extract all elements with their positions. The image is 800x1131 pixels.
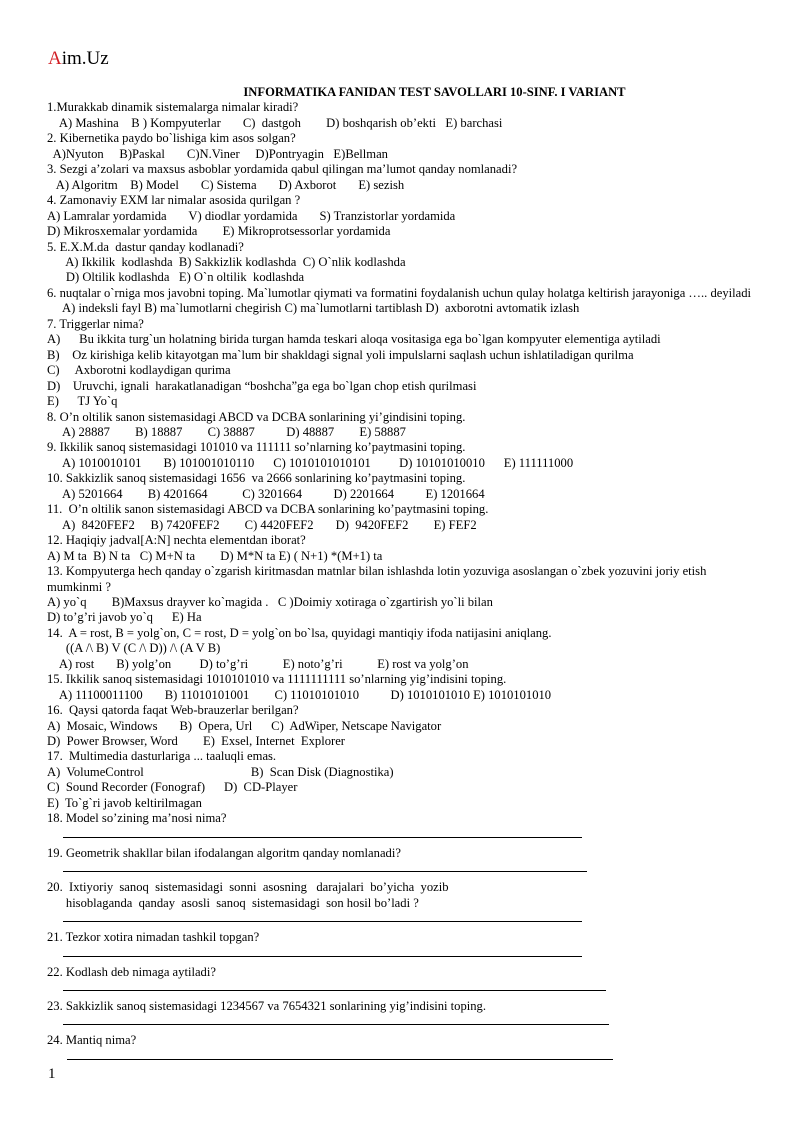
text-line: 22. Kodlash deb nimaga aytiladi? bbox=[47, 964, 216, 979]
text-line: 2. Kibernetika paydo bo`lishiga kim asos solgan? bbox=[47, 131, 296, 146]
text-line: A) yo`q B)Maxsus drayver ko`magida . C )Doimiy xotiraga o`zgartirish yo`li bilan bbox=[47, 594, 493, 609]
text-line: 17. Multimedia dasturlariga ... taaluqli emas. bbox=[47, 749, 277, 764]
text-line: E) To`g`ri javob keltirilmagan bbox=[47, 795, 202, 810]
text-line: A) indeksli fayl B) ma`lumotlarni chegirish C) ma`lumotlarni tartiblash D) axborotni avtomatik izlash bbox=[47, 301, 580, 316]
text-line: A) VolumeControl B) Scan Disk (Diagnostika) bbox=[47, 764, 394, 779]
text-line: 5. E.X.M.da dastur qanday kodlanadi? bbox=[47, 239, 244, 254]
text-line: A) Bu ikkita turg`un holatning birida turgan hamda teskari aloqa vositasiga ega bo`lgan kompyuter elementiga aytiladi bbox=[47, 332, 661, 347]
text-line: A) 11100011100 B) 11010101001 C) 11010101010 D) 1010101010 E) 1010101010 bbox=[47, 687, 552, 702]
answer-line bbox=[63, 861, 587, 872]
logo-rest: im.Uz bbox=[61, 48, 109, 69]
text-line: A) Algoritm B) Model C) Sistema D) Axborot E) sezish bbox=[47, 177, 405, 192]
text-line: 21. Tezkor xotira nimadan tashkil topgan? bbox=[47, 930, 260, 945]
text-line: hisoblaganda qanday asosli sanoq sistemasidagi son hosil bo’ladi ? bbox=[47, 895, 419, 910]
text-line: A) Mosaic, Windows B) Opera, Url C) AdWiper, Netscape Navigator bbox=[47, 718, 442, 733]
text-line: D) Power Browser, Word E) Exsel, Internet Explorer bbox=[47, 734, 345, 749]
text-line: 4. Zamonaviy EXM lar nimalar asosida qurilgan ? bbox=[47, 193, 301, 208]
text-line: 15. Ikkilik sanoq sistemasidagi 1010101010 va 1111111111 so’nlarning yig’indisini toping. bbox=[47, 672, 507, 687]
question-list bbox=[47, 100, 762, 1059]
text-line: A) M ta B) N ta C) M+N ta D) M*N ta E) ( N+1) *(M+1) ta bbox=[47, 548, 383, 563]
text-line: D) to’g’ri javob yo`q E) Ha bbox=[47, 610, 202, 625]
text-line: 12. Haqiqiy jadval[A:N] nechta elementdan iborat? bbox=[47, 533, 306, 548]
text-line: A) 28887 B) 18887 C) 38887 D) 48887 E) 58887 bbox=[47, 424, 406, 439]
text-line: A) rost B) yolg’on D) to’g’ri E) noto’g’ri E) rost va yolg’on bbox=[47, 656, 469, 671]
site-logo bbox=[48, 48, 109, 70]
answer-line bbox=[63, 827, 582, 838]
answer-line bbox=[63, 946, 582, 957]
text-line: D) Mikrosxemalar yordamida E) Mikroprotsessorlar yordamida bbox=[47, 224, 391, 239]
text-line: A) Mashina B ) Kompyuterlar C) dastgoh D) boshqarish ob’ekti E) barchasi bbox=[47, 115, 503, 130]
text-line: 10. Sakkizlik sanoq sistemasidagi 1656 va 2666 sonlarining ko’paytmasini toping. bbox=[47, 471, 466, 486]
text-line: E) TJ Yo`q bbox=[47, 394, 118, 409]
text-line: 1.Murakkab dinamik sistemalarga nimalar kiradi? bbox=[47, 100, 299, 115]
text-line: 9. Ikkilik sanoq sistemasidagi 101010 va 111111 so’nlarning ko’paytmasini toping. bbox=[47, 440, 466, 455]
answer-line bbox=[63, 980, 606, 991]
text-line: 18. Model so’zining ma’nosi nima? bbox=[47, 811, 227, 826]
text-line: 3. Sezgi a’zolari va maxsus asboblar yordamida qabul qilingan ma’lumot qanday nomlanadi? bbox=[47, 162, 518, 177]
answer-line bbox=[67, 1049, 613, 1060]
answer-line bbox=[63, 1014, 609, 1025]
text-line: 13. Kompyuterga hech qanday o`zgarish kiritmasdan matnlar bilan ishlashda lotin yozuviga asoslangan o`zbek yozuvini joriy etish mumkinmi ? bbox=[47, 564, 707, 594]
text-line: 7. Triggerlar nima? bbox=[47, 316, 144, 331]
answer-line bbox=[63, 911, 582, 922]
text-line: 6. nuqtalar o`rniga mos javobni toping. Ma`lumotlar qiymati va formatini foydalanish uchun qulay holatga keltirish jarayoniga ….. deyiladi bbox=[47, 285, 752, 300]
page-number: 1 bbox=[48, 1066, 56, 1082]
text-line: 23. Sakkizlik sanoq sistemasidagi 1234567 va 7654321 sonlarining yig’indisini toping. bbox=[47, 999, 487, 1014]
text-line: A) 1010010101 B) 101001010110 C) 1010101010101 D) 10101010010 E) 111111000 bbox=[47, 455, 574, 470]
document-title: INFORMATIKA FANIDAN TEST SAVOLLARI 10-SINF. I VARIANT bbox=[243, 85, 626, 99]
test-document bbox=[47, 85, 762, 1068]
text-line: A) 5201664 B) 4201664 C) 3201664 D) 2201664 E) 1201664 bbox=[47, 486, 485, 501]
text-line: A) Lamralar yordamida V) diodlar yordamida S) Tranzistorlar yordamida bbox=[47, 208, 456, 223]
text-line: 20. Ixtiyoriy sanoq sistemasidagi sonni asosning darajalari bo’yicha yozib bbox=[47, 880, 449, 895]
text-line: 24. Mantiq nima? bbox=[47, 1033, 137, 1048]
text-line: C) Axborotni kodlaydigan qurima bbox=[47, 363, 231, 378]
text-line: 16. Qaysi qatorda faqat Web-brauzerlar berilgan? bbox=[47, 703, 299, 718]
text-line: D) Oltilik kodlashda E) O`n oltilik kodlashda bbox=[47, 270, 305, 285]
text-line: 8. O’n oltilik sanon sistemasidagi ABCD va DCBA sonlarining yi’gindisini toping. bbox=[47, 409, 466, 424]
text-line: A) Ikkilik kodlashda B) Sakkizlik kodlashda C) O`nlik kodlashda bbox=[47, 254, 406, 269]
text-line: D) Uruvchi, ignali harakatlanadigan “boshcha”ga ega bo`lgan chop etish qurilmasi bbox=[47, 378, 477, 393]
text-line: A)Nyuton B)Paskal C)N.Viner D)Pontryagin E)Bellman bbox=[47, 146, 388, 161]
text-line: 11. O’n oltilik sanon sistemasidagi ABCD va DCBA sonlarining ko’paytmasini toping. bbox=[47, 502, 489, 517]
text-line: A) 8420FEF2 B) 7420FEF2 C) 4420FEF2 D) 9420FEF2 E) FEF2 bbox=[47, 517, 477, 532]
text-line: 19. Geometrik shakllar bilan ifodalangan algoritm qanday nomlanadi? bbox=[47, 845, 401, 860]
logo-first-letter: A bbox=[48, 48, 62, 69]
text-line: B) Oz kirishiga kelib kitayotgan ma`lum bir shakldagi signal yoli impulslarni saqlash uchun ishlatiladigan qurilma bbox=[47, 347, 634, 362]
text-line: ((A /\ B) V (C /\ D)) /\ (A V B) bbox=[47, 641, 221, 656]
text-line: 14. A = rost, B = yolg`on, C = rost, D = yolg`on bo`lsa, quyidagi mantiqiy ifoda natijasini aniqlang. bbox=[47, 625, 552, 640]
text-line: C) Sound Recorder (Fonograf) D) CD-Player bbox=[47, 780, 298, 795]
